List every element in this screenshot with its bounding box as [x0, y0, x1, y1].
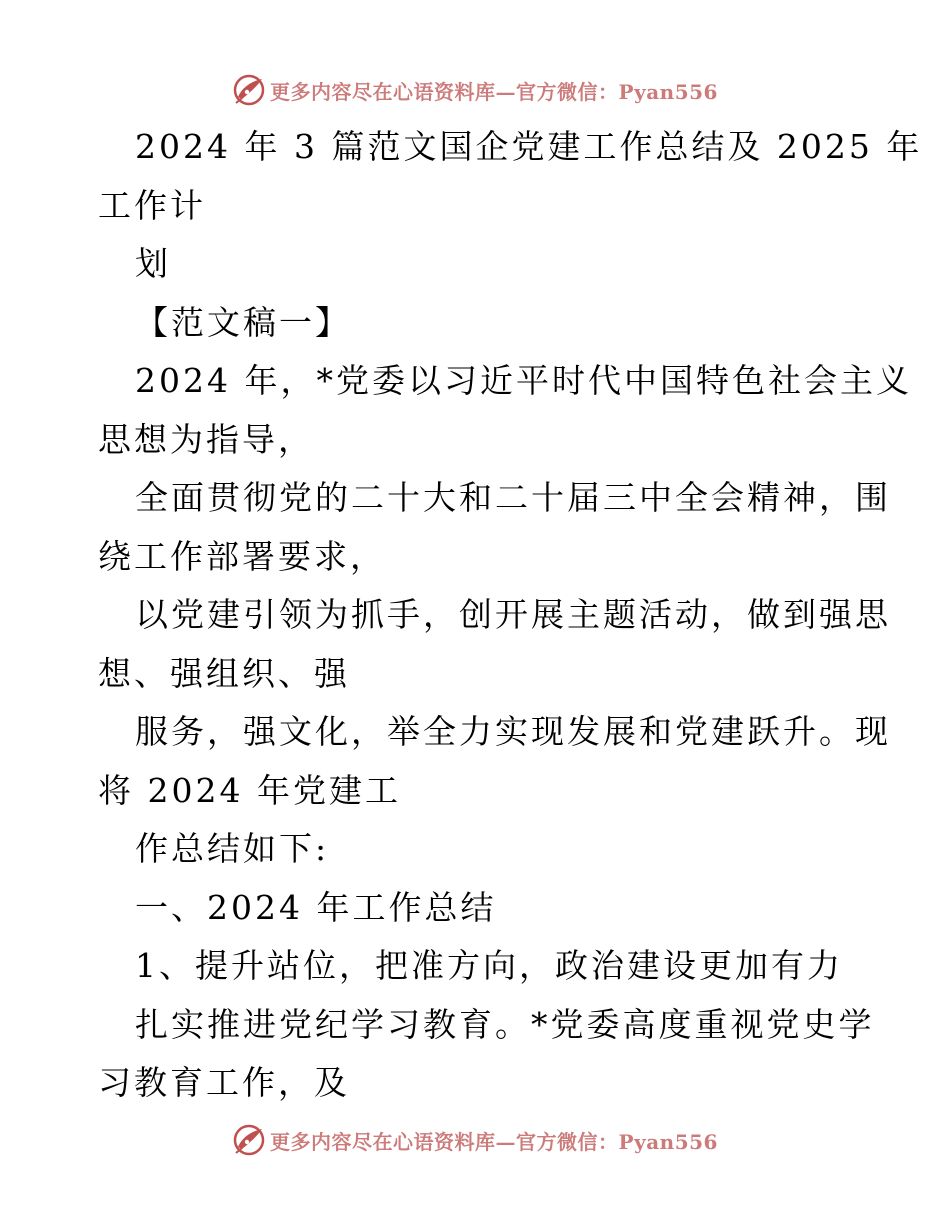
- footer-banner: [0, 1120, 950, 1160]
- pen-nib-logo-icon: [232, 73, 266, 107]
- header-banner: [0, 70, 950, 110]
- paragraph-line: 2024 年，*党委以习近平时代中国特色社会主义: [135, 361, 912, 400]
- paragraph-line: 以党建引领为抓手，创开展主题活动，做到强思: [135, 595, 891, 634]
- paragraph-line: 将 2024 年党建工: [98, 770, 401, 810]
- subsection-heading: 一、2024 年工作总结: [135, 887, 497, 927]
- document-body: [98, 118, 923, 1113]
- footer-banner-text: 更多内容尽在心语资料库—官方微信：Pyan556: [270, 1129, 718, 1154]
- paragraph-line: 服务，强文化，举全力实现发展和党建跃升。现: [135, 712, 891, 751]
- paragraph-line: 全面贯彻党的二十大和二十届三中全会精神，围: [135, 478, 891, 517]
- paragraph-line: 思想为指导，: [98, 419, 314, 459]
- paragraph-line: 想、强组织、强: [98, 653, 350, 693]
- document-title-line-3: 划: [135, 244, 171, 283]
- paragraph-line: 绕工作部署要求，: [98, 536, 386, 576]
- section-heading: 【范文稿一】: [135, 302, 351, 342]
- document-title-line-1: 2024 年 3 篇范文国企党建工作总结及 2025 年: [135, 127, 923, 166]
- numbered-heading: 1、提升站位，把准方向，政治建设更加有力: [135, 946, 843, 985]
- header-banner-text: 更多内容尽在心语资料库—官方微信：Pyan556: [270, 79, 718, 104]
- pen-nib-logo-icon: [232, 1123, 266, 1157]
- paragraph-line: 扎实推进党纪学习教育。*党委高度重视党史学: [135, 1004, 875, 1044]
- document-title-line-2: 工作计: [98, 185, 206, 225]
- paragraph-line: 习教育工作，及: [98, 1063, 350, 1102]
- paragraph-line: 作总结如下:: [135, 829, 330, 868]
